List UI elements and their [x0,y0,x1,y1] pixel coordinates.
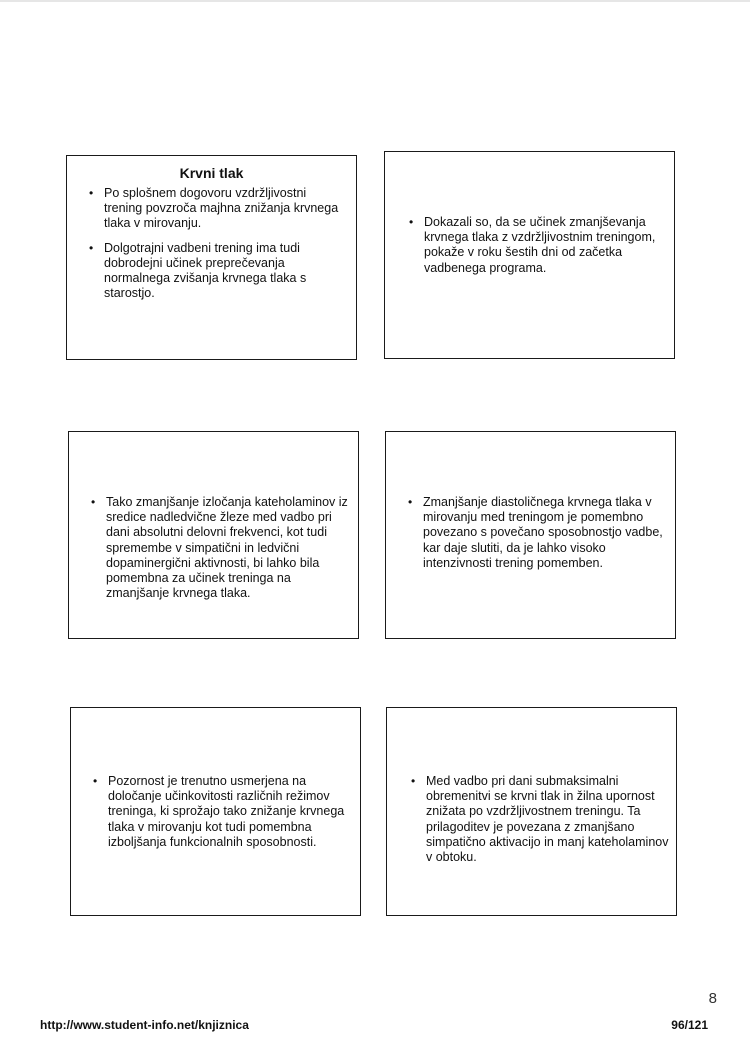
page-number: 8 [708,990,717,1007]
footer-page-counter: 96/121 [671,1018,708,1032]
bullet-item: • Pozornost je trenutno usmerjena na določanje učinkovitosti različnih režimov treninga, ki sprožajo tako znižanje krvnega tlaka v mirovanju kot tudi pomembna izboljšanja funkcionalnih sposobnosti. [93,774,355,850]
bullet-list [93,774,355,859]
slide-title: Krvni tlak [179,165,244,181]
bullet-list [409,215,665,285]
bullet-item: • Po splošnem dogovoru vzdržljivostni trening povzroča majhna znižanja krvnega tlaka v mirovanju. [89,186,347,232]
bullet-item: • Zmanjšanje diastoličnega krvnega tlaka v mirovanju med treningom je pomembno povezano s povečano sposobnostjo vadbe, kar daje slutiti, da je lahko visoko intenzivnosti trening pomemben. [408,495,670,571]
bullet-list [91,495,353,610]
bullet-list [411,774,673,874]
bullet-item: • Dolgotrajni vadbeni trening ima tudi dobrodejni učinek preprečevanja normalnega zvišanja krvnega tlaka s starostjo. [89,241,347,302]
bullet-item: • Tako zmanjšanje izločanja kateholaminov iz sredice nadledvične žleze med vadbo pri dani absolutni delovni frekvenci, kot tudi spremembe v simpatični in ledvični dopaminergični aktivnosti, bi lahko bila pomembna za učinek treninga na zmanjšanje krvnega tlaka. [91,495,353,601]
slide-4 [385,431,676,639]
slide-1 [66,155,357,360]
slide-3 [68,431,359,639]
slide-2 [384,151,675,359]
slide-6 [386,707,677,916]
bullet-item: • Dokazali so, da se učinek zmanjševanja krvnega tlaka z vzdržljivostnim treningom, pokaže v roku šestih dni od začetka vadbenega programa. [409,215,665,276]
bullet-list [89,186,347,310]
bullet-item: • Med vadbo pri dani submaksimalni obremenitvi se krvni tlak in žilna upornost znižata po vzdržljivostnem treningu. Ta prilagoditev je povezana z zmanjšano simpatično aktivacijo in manj kateholaminov v obtoku. [411,774,673,865]
footer-url[interactable]: http://www.student-info.net/knjiznica [40,1018,249,1032]
slide-5 [70,707,361,916]
bullet-list [408,495,670,580]
